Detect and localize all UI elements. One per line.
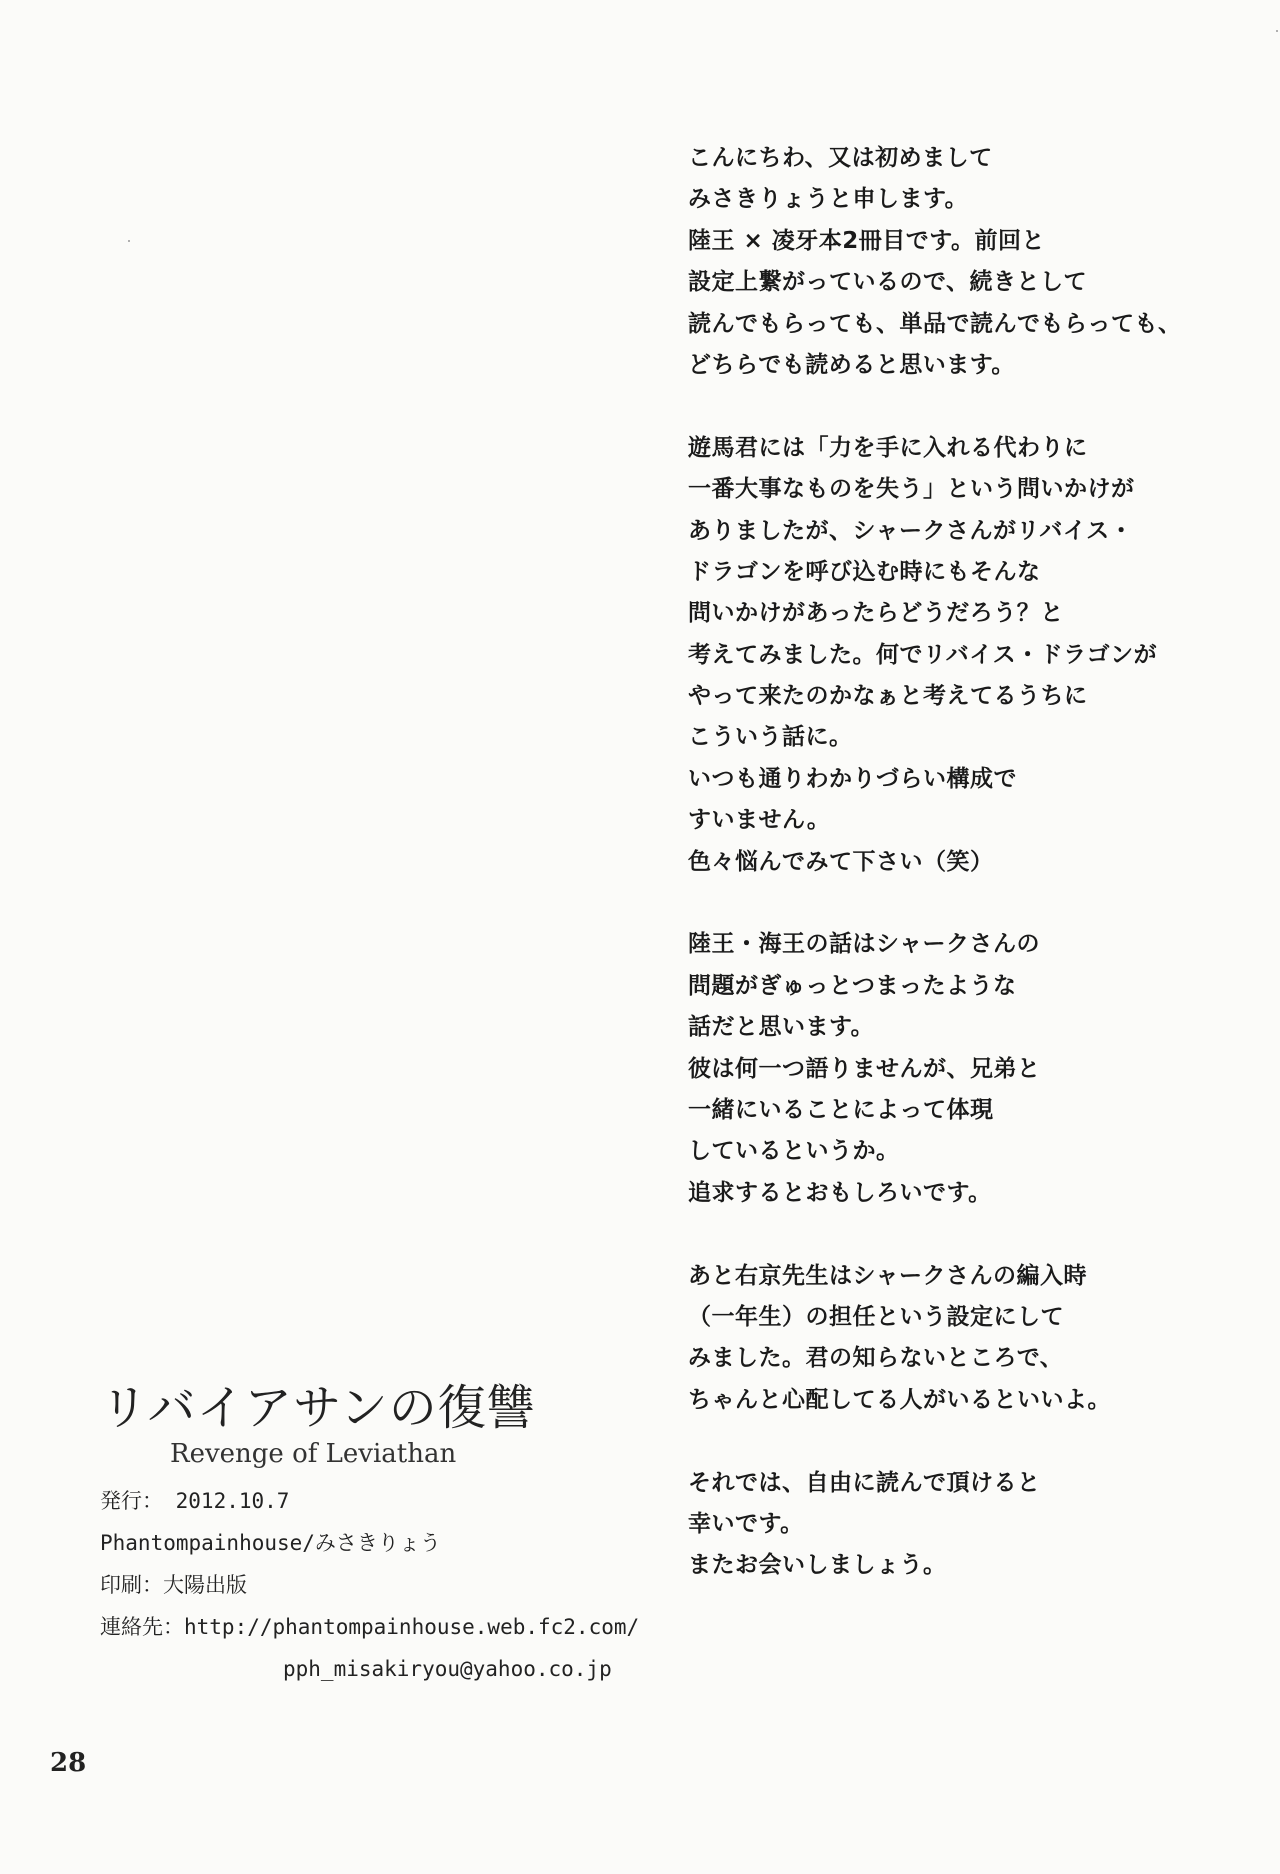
- book-title: リバイアサンの復讐: [100, 1380, 536, 1436]
- afterword-line: （一年生）の担任という設定にして: [688, 1303, 1064, 1330]
- publication-info: [100, 1480, 660, 1690]
- paragraph-break: [688, 1214, 1248, 1255]
- afterword-line: しているというか。: [688, 1138, 900, 1165]
- scan-speck: [128, 240, 130, 242]
- afterword-line: ちゃんと心配してる人がいるといいよ。: [688, 1386, 1111, 1413]
- afterword-line: こんにちわ、又は初めまして: [688, 145, 993, 171]
- afterword-line: 幸いです。: [688, 1510, 804, 1537]
- afterword-line: みさきりょうと申します。: [688, 186, 969, 213]
- afterword-line: みました。君の知らないところで、: [688, 1345, 1064, 1372]
- afterword-line: あと右京先生はシャークさんの編入時: [688, 1262, 1088, 1289]
- book-subtitle: Revenge of Leviathan: [170, 1439, 457, 1469]
- afterword-line: どちらでも読めると思います。: [688, 351, 1015, 378]
- afterword-line: 考えてみました。何でリバイス・ドラゴンが: [688, 641, 1158, 668]
- afterword-line: いつも通りわかりづらい構成で: [688, 765, 1017, 792]
- afterword-line: それでは、自由に読んで頂けると: [688, 1469, 1041, 1496]
- publisher: Phantompainhouse/みさきりょう: [100, 1531, 441, 1555]
- afterword-line: すいません。: [688, 807, 831, 834]
- paragraph-break: [688, 883, 1248, 924]
- afterword-line: 彼は何一つ語りませんが、兄弟と: [688, 1055, 1041, 1082]
- afterword-text: [688, 138, 1248, 1587]
- afterword-line: 追求するとおもしろいです。: [688, 1179, 992, 1206]
- afterword-line: 設定上繋がっているので、続きとして: [688, 269, 1088, 296]
- contact-email: pph_misakiryou@yahoo.co.jp: [283, 1657, 612, 1681]
- scan-speck: [1276, 30, 1278, 32]
- issue-date: 発行： 2012.10.7: [100, 1489, 290, 1513]
- paragraph-break: [688, 386, 1248, 427]
- afterword-line: 一緒にいることによって体現: [688, 1096, 994, 1123]
- afterword-line: 陸王 × 凌牙本2冊目です。前回と: [688, 227, 1045, 254]
- afterword-line: 遊馬君には「力を手に入れる代わりに: [688, 434, 1088, 461]
- afterword-line: こういう話に。: [688, 724, 853, 751]
- colophon: [100, 1380, 660, 1690]
- afterword-line: ありましたが、シャークさんがリバイス・: [688, 517, 1134, 544]
- page-number: 28: [50, 1748, 87, 1778]
- contact-url: 連絡先：http://phantompainhouse.web.fc2.com/: [100, 1615, 640, 1639]
- afterword-line: やって来たのかなぁと考えてるうちに: [688, 683, 1088, 710]
- afterword-line: 読んでもらっても、単品で読んでもらっても、: [688, 310, 1182, 337]
- afterword-line: 問いかけがあったらどうだろう？と: [688, 600, 1064, 627]
- afterword-line: またお会いしましょう。: [688, 1552, 947, 1579]
- afterword-line: 話だと思います。: [688, 1014, 875, 1041]
- afterword-line: 一番大事なものを失う」という問いかけが: [688, 476, 1135, 503]
- printer: 印刷：大陽出版: [100, 1573, 247, 1597]
- afterword-line: 問題がぎゅっとつまったような: [688, 972, 1017, 999]
- paragraph-break: [688, 1421, 1248, 1462]
- afterword-line: ドラゴンを呼び込む時にもそんな: [688, 558, 1041, 585]
- afterword-line: 陸王・海王の話はシャークさんの: [688, 931, 1041, 958]
- afterword-line: 色々悩んでみて下さい（笑）: [688, 848, 994, 875]
